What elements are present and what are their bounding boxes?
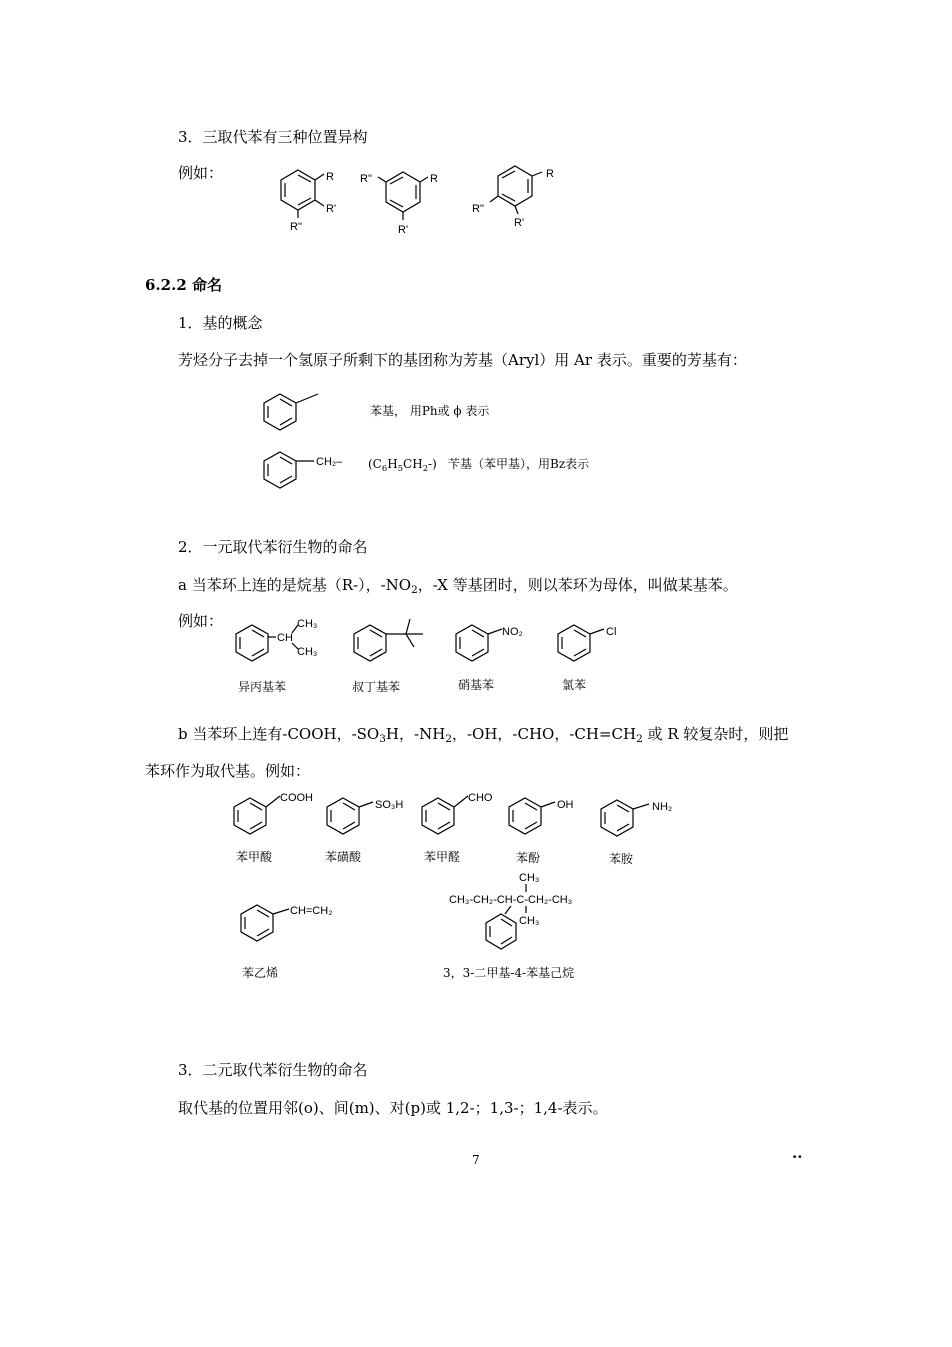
mono-example-label: 例如：: [178, 612, 224, 630]
substituent-r: R: [430, 173, 438, 185]
dimethylphenylhexane-structure: [445, 868, 605, 958]
formula-sub: 5: [397, 463, 404, 473]
oh-label: OH: [557, 799, 574, 811]
substituent-r: R: [546, 168, 554, 180]
mono-heading: 2．一元取代苯衍生物的命名: [178, 538, 368, 556]
ch3-top-label: CH₃: [519, 872, 540, 884]
compound-name: 苯甲酸: [236, 850, 273, 864]
compound-name: 苯酚: [516, 851, 541, 865]
substituent-r-prime: R': [398, 224, 409, 236]
aniline-structure: [597, 790, 687, 840]
compound-name: 苯胺: [609, 852, 634, 866]
mono-rule-b-line2: 苯环作为取代基。例如：: [145, 762, 311, 780]
benzyl-ch2-label: CH₂–: [316, 456, 343, 468]
formula-sub: 2: [422, 463, 429, 473]
trisubstituted-benzene-3: [470, 158, 570, 238]
rule-b-text: 或 R 较复杂时，则把: [642, 725, 789, 743]
isopropylbenzene-structure: [230, 615, 330, 670]
benzenesulfonic-acid-structure: [323, 788, 423, 838]
benzaldehyde-structure: [418, 788, 508, 838]
compound-name: 硝基苯: [458, 678, 495, 692]
naming-heading: [145, 276, 222, 294]
formula-part: H: [387, 457, 398, 471]
substituent-r-double-prime: R": [290, 221, 302, 233]
substituent-r-double-prime: R": [472, 203, 484, 215]
styrene-structure: [235, 897, 355, 952]
vinyl-label: CH=CH₂: [290, 905, 333, 917]
trisubstituted-benzene-1: [268, 160, 358, 240]
phenyl-structure: [258, 390, 338, 440]
concept-paragraph: 芳烃分子去掉一个氢原子所剩下的基团称为芳基（Aryl）用 Ar 表示。重要的芳基有：: [178, 351, 747, 369]
chlorobenzene-structure: [552, 615, 632, 670]
phenyl-description: 苯基， 用Ph或 ϕ 表示: [370, 404, 490, 418]
ch-label: CH: [277, 632, 293, 644]
nh2-label: NH₂: [652, 801, 673, 813]
benzyl-formula: [368, 455, 437, 473]
rule-a-sub: 2: [411, 584, 418, 596]
ch3-top-label: CH₃: [297, 618, 318, 630]
formula-part: (C: [368, 457, 382, 471]
section-heading-tri: 3．三取代苯有三种位置异构: [178, 128, 368, 146]
mono-rule-a: [178, 576, 738, 594]
substituent-r-prime: R': [326, 203, 337, 215]
benzyl-structure: [258, 448, 358, 498]
tert-butylbenzene-structure: [348, 615, 438, 670]
formula-sub: 6: [381, 463, 388, 473]
compound-name: 3，3-二甲基-4-苯基己烷: [443, 966, 575, 980]
formula-part: CH: [403, 457, 423, 471]
rule-a-text: a 当苯环上连的是烷基（R-），-NO: [178, 576, 412, 594]
example-label: 例如：: [178, 164, 224, 182]
cl-label: Cl: [606, 626, 617, 638]
benzyl-description: 苄基（苯甲基），用Bz表示: [448, 457, 590, 471]
compound-name: 苯甲醛: [424, 850, 461, 864]
benzoic-acid-structure: [230, 788, 330, 838]
hexane-chain-label: CH₃-CH₂-CH-C-CH₂-CH₃: [449, 894, 573, 906]
rule-b-sub: 2: [445, 733, 452, 745]
substituent-r-double-prime: R": [360, 173, 372, 185]
substituent-r-prime: R': [514, 217, 525, 229]
rule-b-sub: 2: [636, 733, 643, 745]
rule-a-text: ，-X 等基团时，则以苯环为母体，叫做某基苯。: [417, 576, 738, 594]
cooh-label: COOH: [280, 792, 313, 804]
substituent-r: R: [326, 171, 334, 183]
di-heading: 3．二元取代苯衍生物的命名: [178, 1061, 368, 1079]
mono-rule-b-line1: [178, 725, 788, 743]
compound-name: 氯苯: [562, 678, 587, 692]
di-paragraph: 取代基的位置用邻(o)、间(m)、对(p)或 1,2-；1,3-；1,4-表示。: [178, 1099, 608, 1117]
cho-label: CHO: [468, 792, 493, 804]
corner-mark: ··: [792, 1148, 803, 1166]
page-number: 7: [472, 1153, 480, 1167]
rule-b-text: H，-NH: [385, 725, 446, 743]
trisubstituted-benzene-2: [358, 160, 458, 240]
compound-name: 异丙基苯: [238, 680, 287, 694]
ch3-bottom-label: CH₃: [519, 915, 540, 927]
formula-part: -): [428, 457, 437, 471]
compound-name: 苯磺酸: [325, 850, 362, 864]
naming-heading-text: 命名: [192, 276, 223, 294]
naming-heading-number: 6.2.2: [145, 276, 187, 294]
compound-name: 叔丁基苯: [352, 680, 401, 694]
nitrobenzene-structure: [450, 615, 540, 670]
rule-b-text: ，-OH，-CHO，-CH=CH: [451, 725, 637, 743]
no2-label: NO₂: [502, 626, 523, 638]
phenol-structure: [505, 788, 595, 838]
so3h-label: SO₃H: [375, 799, 404, 811]
concept-heading: 1．基的概念: [178, 314, 263, 332]
ch3-bottom-label: CH₃: [297, 646, 318, 658]
rule-b-text: b 当苯环上连有-COOH，-SO: [178, 725, 380, 743]
compound-name: 苯乙烯: [242, 966, 279, 980]
rule-b-sub: 3: [379, 733, 386, 745]
